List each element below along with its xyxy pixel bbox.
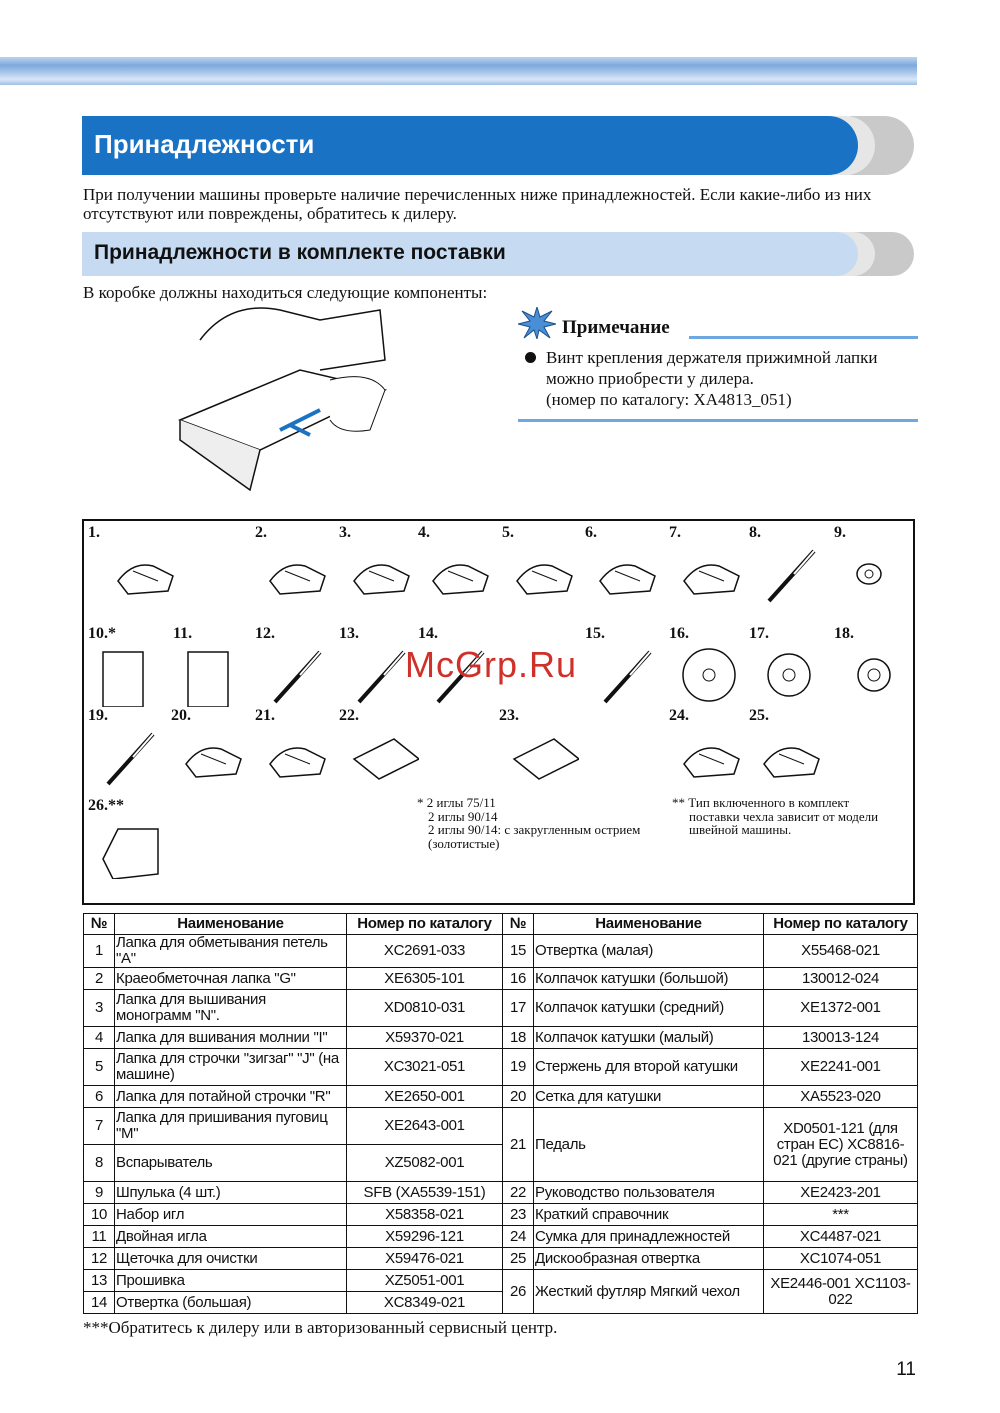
catalog-number: X59296-121 (347, 1226, 503, 1248)
figure-label: 26.** (88, 797, 124, 814)
figure-label: 21. (255, 707, 275, 724)
catalog-number: XE2650-001 (347, 1086, 503, 1108)
catalog-number: XC2691-033 (347, 935, 503, 968)
note-starburst-icon (518, 307, 556, 339)
column-header: Номер по каталогу (347, 914, 503, 935)
catalog-number: 130013-124 (764, 1027, 918, 1049)
item-name: Руководство пользователя (534, 1182, 764, 1204)
footnote-case (672, 796, 878, 837)
item-name: Шпулька (4 шт.) (115, 1182, 347, 1204)
catalog-number: XC1074-051 (764, 1248, 918, 1270)
table-row (84, 1086, 918, 1108)
item-number: 9 (84, 1182, 115, 1204)
item-name: Лапка для потайной строчки "R" (115, 1086, 347, 1108)
table-row (84, 990, 918, 1027)
footnote-line: 2 иглы 90/14 (428, 808, 498, 824)
item-number: 6 (84, 1086, 115, 1108)
table-row (84, 968, 918, 990)
figure-label: 6. (585, 524, 597, 541)
item-name: Лапка для обметывания петель "A" (115, 935, 347, 968)
item-number: 21 (503, 1108, 534, 1182)
footnote-line: * 2 иглы 75/11 (417, 795, 496, 810)
item-name: Дискообразная отвертка (534, 1248, 764, 1270)
item-number: 23 (503, 1204, 534, 1226)
figure-label: 4. (418, 524, 430, 541)
bullet-icon (525, 352, 536, 363)
watermark: McGrp.Ru (405, 644, 578, 685)
table-row (84, 935, 918, 968)
note-line: Винт крепления держателя прижимной лапки (546, 348, 878, 367)
note-line: можно приобрести у дилера. (546, 369, 754, 388)
catalog-number: X55468-021 (764, 935, 918, 968)
accessory-item-11-icon (183, 647, 253, 707)
item-name: Прошивка (115, 1270, 347, 1292)
figure-label: 5. (502, 524, 514, 541)
item-name: Колпачок катушки (малый) (534, 1027, 764, 1049)
item-number: 25 (503, 1248, 534, 1270)
item-number: 1 (84, 935, 115, 968)
accessory-item-8-icon (759, 546, 829, 606)
figure-label: 19. (88, 707, 108, 724)
accessory-item-19-icon (98, 729, 168, 789)
item-number: 20 (503, 1086, 534, 1108)
item-number: 17 (503, 990, 534, 1027)
figure-label: 20. (171, 707, 191, 724)
item-name: Краткий справочник (534, 1204, 764, 1226)
column-header: № (503, 914, 534, 935)
accessory-item-7-icon (679, 546, 749, 606)
figure-label: 1. (88, 524, 100, 541)
footnote-needles (417, 796, 640, 850)
figure-label: 2. (255, 524, 267, 541)
item-name: Лапка для вышивания монограмм "N". (115, 990, 347, 1027)
table-footnote: ***Обратитесь к дилеру или в авторизованный сервисный центр. (83, 1318, 558, 1337)
item-number: 22 (503, 1182, 534, 1204)
item-name: Колпачок катушки (средний) (534, 990, 764, 1027)
item-name: Колпачок катушки (большой) (534, 968, 764, 990)
footnote-line: поставки чехла зависит от модели (689, 808, 879, 824)
figure-label: 25. (749, 707, 769, 724)
catalog-number: XE2241-001 (764, 1049, 918, 1086)
catalog-number: XE2643-001 (347, 1108, 503, 1145)
column-header: № (84, 914, 115, 935)
accessory-item-6-icon (595, 546, 665, 606)
note-rule (689, 336, 918, 339)
header-stripe (0, 57, 917, 85)
catalog-number: *** (764, 1204, 918, 1226)
accessory-item-3-icon (349, 546, 419, 606)
table-row (84, 1027, 918, 1049)
item-name: Отвертка (большая) (115, 1292, 347, 1314)
item-number: 7 (84, 1108, 115, 1145)
item-name: Сетка для катушки (534, 1086, 764, 1108)
accessory-item-15-icon (595, 647, 665, 707)
figure-label: 11. (173, 625, 193, 642)
figure-label: 7. (669, 524, 681, 541)
item-name: Лапка для вшивания молнии "I" (115, 1027, 347, 1049)
item-name: Лапка для строчки "зигзаг" "J" (на машине) (115, 1049, 347, 1086)
accessory-item-5-icon (512, 546, 582, 606)
accessory-item-10-icon (98, 647, 168, 707)
table-row (84, 1108, 918, 1145)
figure-label: 16. (669, 625, 689, 642)
note-line: (номер по каталогу: XA4813_051) (546, 390, 792, 409)
figure-label: 9. (834, 524, 846, 541)
item-number: 12 (84, 1248, 115, 1270)
item-name: Набор игл (115, 1204, 347, 1226)
catalog-number: XD0501-121 (для стран ЕС) XC8816-021 (другие страны) (764, 1108, 918, 1182)
figure-label: 15. (585, 625, 605, 642)
item-name: Лапка для пришивания пуговиц "M" (115, 1108, 347, 1145)
accessory-item-16-icon (679, 647, 749, 707)
item-name: Сумка для принадлежностей (534, 1226, 764, 1248)
item-number: 4 (84, 1027, 115, 1049)
item-number: 2 (84, 968, 115, 990)
item-number: 14 (84, 1292, 115, 1314)
accessory-item-23-icon (509, 729, 579, 789)
accessory-item-1-icon (113, 546, 183, 606)
table-row (84, 1248, 918, 1270)
item-name: Двойная игла (115, 1226, 347, 1248)
item-number: 5 (84, 1049, 115, 1086)
item-number: 11 (84, 1226, 115, 1248)
table-row (84, 1270, 918, 1292)
note-heading: Примечание (562, 317, 670, 338)
intro-text: При получении машины проверьте наличие перечисленных ниже принадлежностей. Если какие-либо из них отсутствуют или повреждены, обратитесь к дилеру. (83, 185, 872, 223)
item-number: 10 (84, 1204, 115, 1226)
figure-label: 3. (339, 524, 351, 541)
catalog-number: XE6305-101 (347, 968, 503, 990)
accessory-item-24-icon (679, 729, 749, 789)
column-header: Номер по каталогу (764, 914, 918, 935)
table-row (84, 1049, 918, 1086)
figure-label: 14. (418, 625, 438, 642)
table-section (83, 913, 917, 1381)
accessories-table (83, 913, 918, 1314)
catalog-number: XC4487-021 (764, 1226, 918, 1248)
catalog-number: XZ5082-001 (347, 1145, 503, 1182)
table-row (84, 1204, 918, 1226)
accessory-item-17-icon (759, 647, 829, 707)
figure-label: 18. (834, 625, 854, 642)
accessory-item-21-icon (265, 729, 335, 789)
item-number: 26 (503, 1270, 534, 1314)
catalog-number: 130012-024 (764, 968, 918, 990)
catalog-number: XA5523-020 (764, 1086, 918, 1108)
table-row (84, 1182, 918, 1204)
item-name: Стержень для второй катушки (534, 1049, 764, 1086)
item-name: Педаль (534, 1108, 764, 1182)
catalog-number: XE2446-001 XC1103-022 (764, 1270, 918, 1314)
accessory-item-12-icon (265, 647, 335, 707)
footnote-line: швейной машины. (689, 822, 792, 837)
subsection-title-bar (82, 232, 858, 276)
figure-label: 8. (749, 524, 761, 541)
item-name: Щеточка для очистки (115, 1248, 347, 1270)
note-rule (518, 419, 918, 422)
catalog-number: XC3021-051 (347, 1049, 503, 1086)
figure-label: 17. (749, 625, 769, 642)
item-number: 19 (503, 1049, 534, 1086)
footnote-line: 2 иглы 90/14: с закругленным острием (428, 822, 641, 837)
page-number: 11 (896, 1359, 916, 1380)
accessory-item-18-icon (844, 647, 914, 707)
item-number: 16 (503, 968, 534, 990)
catalog-number: XD0810-031 (347, 990, 503, 1027)
item-number: 3 (84, 990, 115, 1027)
figure-label: 24. (669, 707, 689, 724)
item-number: 24 (503, 1226, 534, 1248)
catalog-number: XE2423-201 (764, 1182, 918, 1204)
catalog-number: XZ5051-001 (347, 1270, 503, 1292)
item-number: 18 (503, 1027, 534, 1049)
item-name: Отвертка (малая) (534, 935, 764, 968)
accessory-item-2-icon (265, 546, 335, 606)
accessory-item-9-icon (844, 546, 914, 606)
footnote-line: ** Тип включенного в комплект (672, 795, 850, 810)
accessory-item-25-icon (759, 729, 829, 789)
machine-accessory-tray-illustration (170, 300, 390, 495)
item-number: 8 (84, 1145, 115, 1182)
catalog-number: X59476-021 (347, 1248, 503, 1270)
figure-label: 13. (339, 625, 359, 642)
box-text: В коробке должны находиться следующие компоненты: (83, 283, 488, 302)
item-name: Краеобметочная лапка "G" (115, 968, 347, 990)
figure-label: 12. (255, 625, 275, 642)
item-number: 15 (503, 935, 534, 968)
table-row (84, 1226, 918, 1248)
page-title: Принадлежности (94, 129, 315, 159)
catalog-number: XE1372-001 (764, 990, 918, 1027)
figure-label: 22. (339, 707, 359, 724)
item-name: Вспарыватель (115, 1145, 347, 1182)
item-number: 13 (84, 1270, 115, 1292)
figure-label: 10.* (88, 625, 116, 642)
accessory-item-26-icon (98, 819, 168, 879)
figure-label: 23. (499, 707, 519, 724)
accessory-item-4-icon (428, 546, 498, 606)
catalog-number: X59370-021 (347, 1027, 503, 1049)
footnote-line: (золотистые) (428, 835, 500, 851)
catalog-number: SFB (XA5539-151) (347, 1182, 503, 1204)
item-name: Жесткий футляр Мягкий чехол (534, 1270, 764, 1314)
table-header-row (84, 914, 918, 935)
section-title-bar (82, 116, 858, 175)
subsection-title: Принадлежности в комплекте поставки (94, 241, 506, 264)
column-header: Наименование (534, 914, 764, 935)
catalog-number: XC8349-021 (347, 1292, 503, 1314)
catalog-number: X58358-021 (347, 1204, 503, 1226)
accessory-item-20-icon (181, 729, 251, 789)
column-header: Наименование (115, 914, 347, 935)
accessory-item-22-icon (349, 729, 419, 789)
